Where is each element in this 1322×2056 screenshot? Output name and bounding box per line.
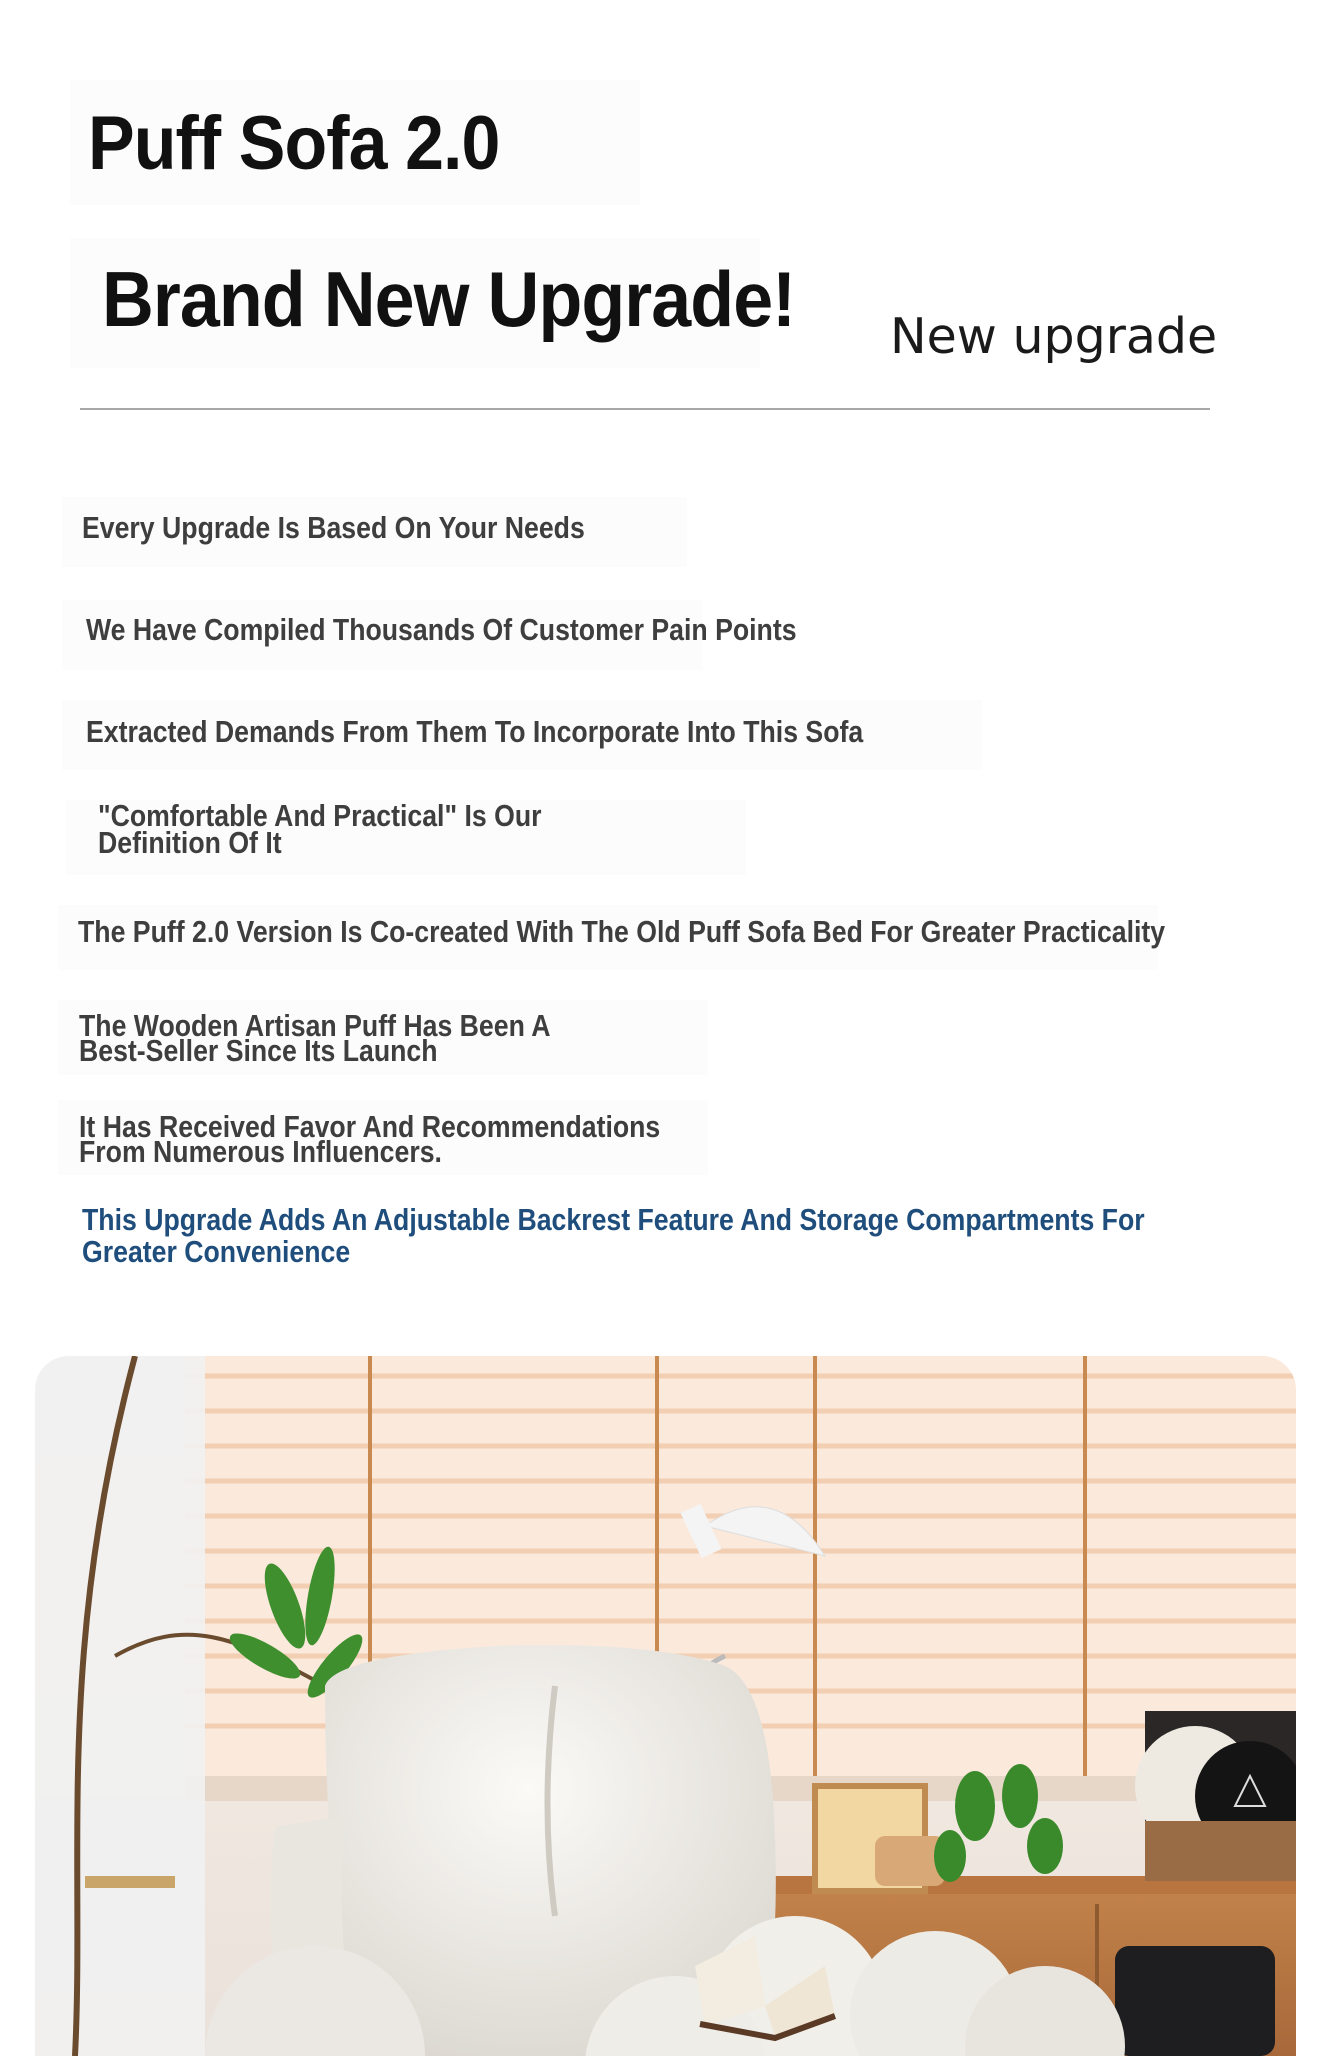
product-photo [35,1356,1296,2056]
feature-line: We Have Compiled Thousands Of Customer Pain Points [86,612,797,647]
feature-line-highlight: Greater Convenience [82,1234,351,1269]
page-title: Puff Sofa 2.0 [88,101,500,186]
feature-line: Every Upgrade Is Based On Your Needs [82,510,585,545]
feature-line: It Has Received Favor And Recommendations [79,1109,661,1144]
feature-line: "Comfortable And Practical" Is Our [98,798,542,833]
vinyl-record-display [1135,1711,1296,1881]
divider [80,408,1210,410]
new-upgrade-tag: New upgrade [890,308,1218,365]
feature-line: The Wooden Artisan Puff Has Been A [79,1008,551,1043]
feature-line: The Puff 2.0 Version Is Co-created With The Old Puff Sofa Bed For Greater Practicality [78,914,1166,949]
room-scene [35,1356,1296,2056]
feature-line: Best-Seller Since Its Launch [79,1033,438,1068]
feature-line: From Numerous Influencers. [79,1134,442,1169]
curtain [35,1356,205,2056]
feature-line: Extracted Demands From Them To Incorporate Into This Sofa [86,714,864,749]
feature-line-highlight: This Upgrade Adds An Adjustable Backrest Feature And Storage Compartments For [82,1202,1145,1237]
feature-line: Definition Of It [98,825,282,860]
headline: Brand New Upgrade! [102,255,796,343]
